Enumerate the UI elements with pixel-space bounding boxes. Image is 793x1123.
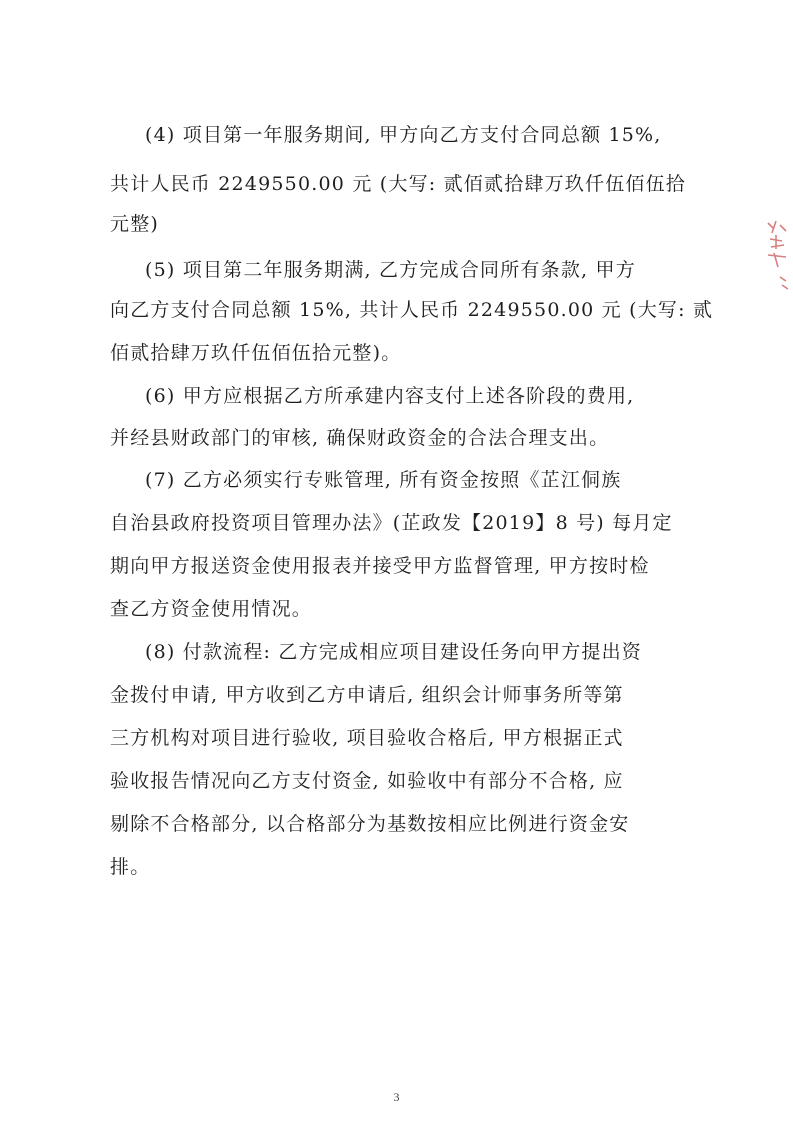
seal-stamp-fragment (762, 215, 792, 295)
page-number: 3 (393, 1090, 400, 1104)
clause-4-line-1: (4) 项目第一年服务期间, 甲方向乙方支付合同总额 15%, (145, 124, 662, 146)
clause-4-line-3: 元整) (110, 213, 160, 235)
clause-7-line-4: 查乙方资金使用情况。 (110, 598, 313, 620)
clause-6-line-1: (6) 甲方应根据乙方所承建内容支付上述各阶段的费用, (145, 385, 635, 407)
clause-5-line-2: 向乙方支付合同总额 15%, 共计人民币 2249550.00 元 (大写: 贰 (110, 299, 714, 321)
clause-4-line-2: 共计人民币 2249550.00 元 (大写: 贰佰贰拾肆万玖仟伍佰伍拾 (110, 173, 687, 195)
clause-6-line-2: 并经县财政部门的审核, 确保财政资金的合法合理支出。 (110, 427, 610, 449)
clause-7-line-2: 自治县政府投资项目管理办法》(芷政发【2019】8 号) 每月定 (110, 512, 673, 534)
clause-8-line-1: (8) 付款流程: 乙方完成相应项目建设任务向甲方提出资 (145, 641, 642, 663)
clause-8-line-4: 验收报告情况向乙方支付资金, 如验收中有部分不合格, 应 (110, 770, 624, 792)
clause-5-line-1: (5) 项目第二年服务期满, 乙方完成合同所有条款, 甲方 (145, 259, 636, 281)
clause-8-line-5: 剔除不合格部分, 以合格部分为基数按相应比例进行资金安 (110, 813, 630, 835)
clause-8-line-6: 排。 (110, 856, 151, 878)
clause-8-line-2: 金拨付申请, 甲方收到乙方申请后, 组织会计师事务所等第 (110, 684, 624, 706)
clause-7-line-3: 期向甲方报送资金使用报表并接受甲方监督管理, 甲方按时检 (110, 555, 650, 577)
clause-8-line-3: 三方机构对项目进行验收, 项目验收合格后, 甲方根据正式 (110, 727, 624, 749)
clause-5-line-3: 佰贰拾肆万玖仟伍佰伍拾元整)。 (110, 342, 402, 364)
clause-7-line-1: (7) 乙方必须实行专账管理, 所有资金按照《芷江侗族 (145, 469, 622, 491)
